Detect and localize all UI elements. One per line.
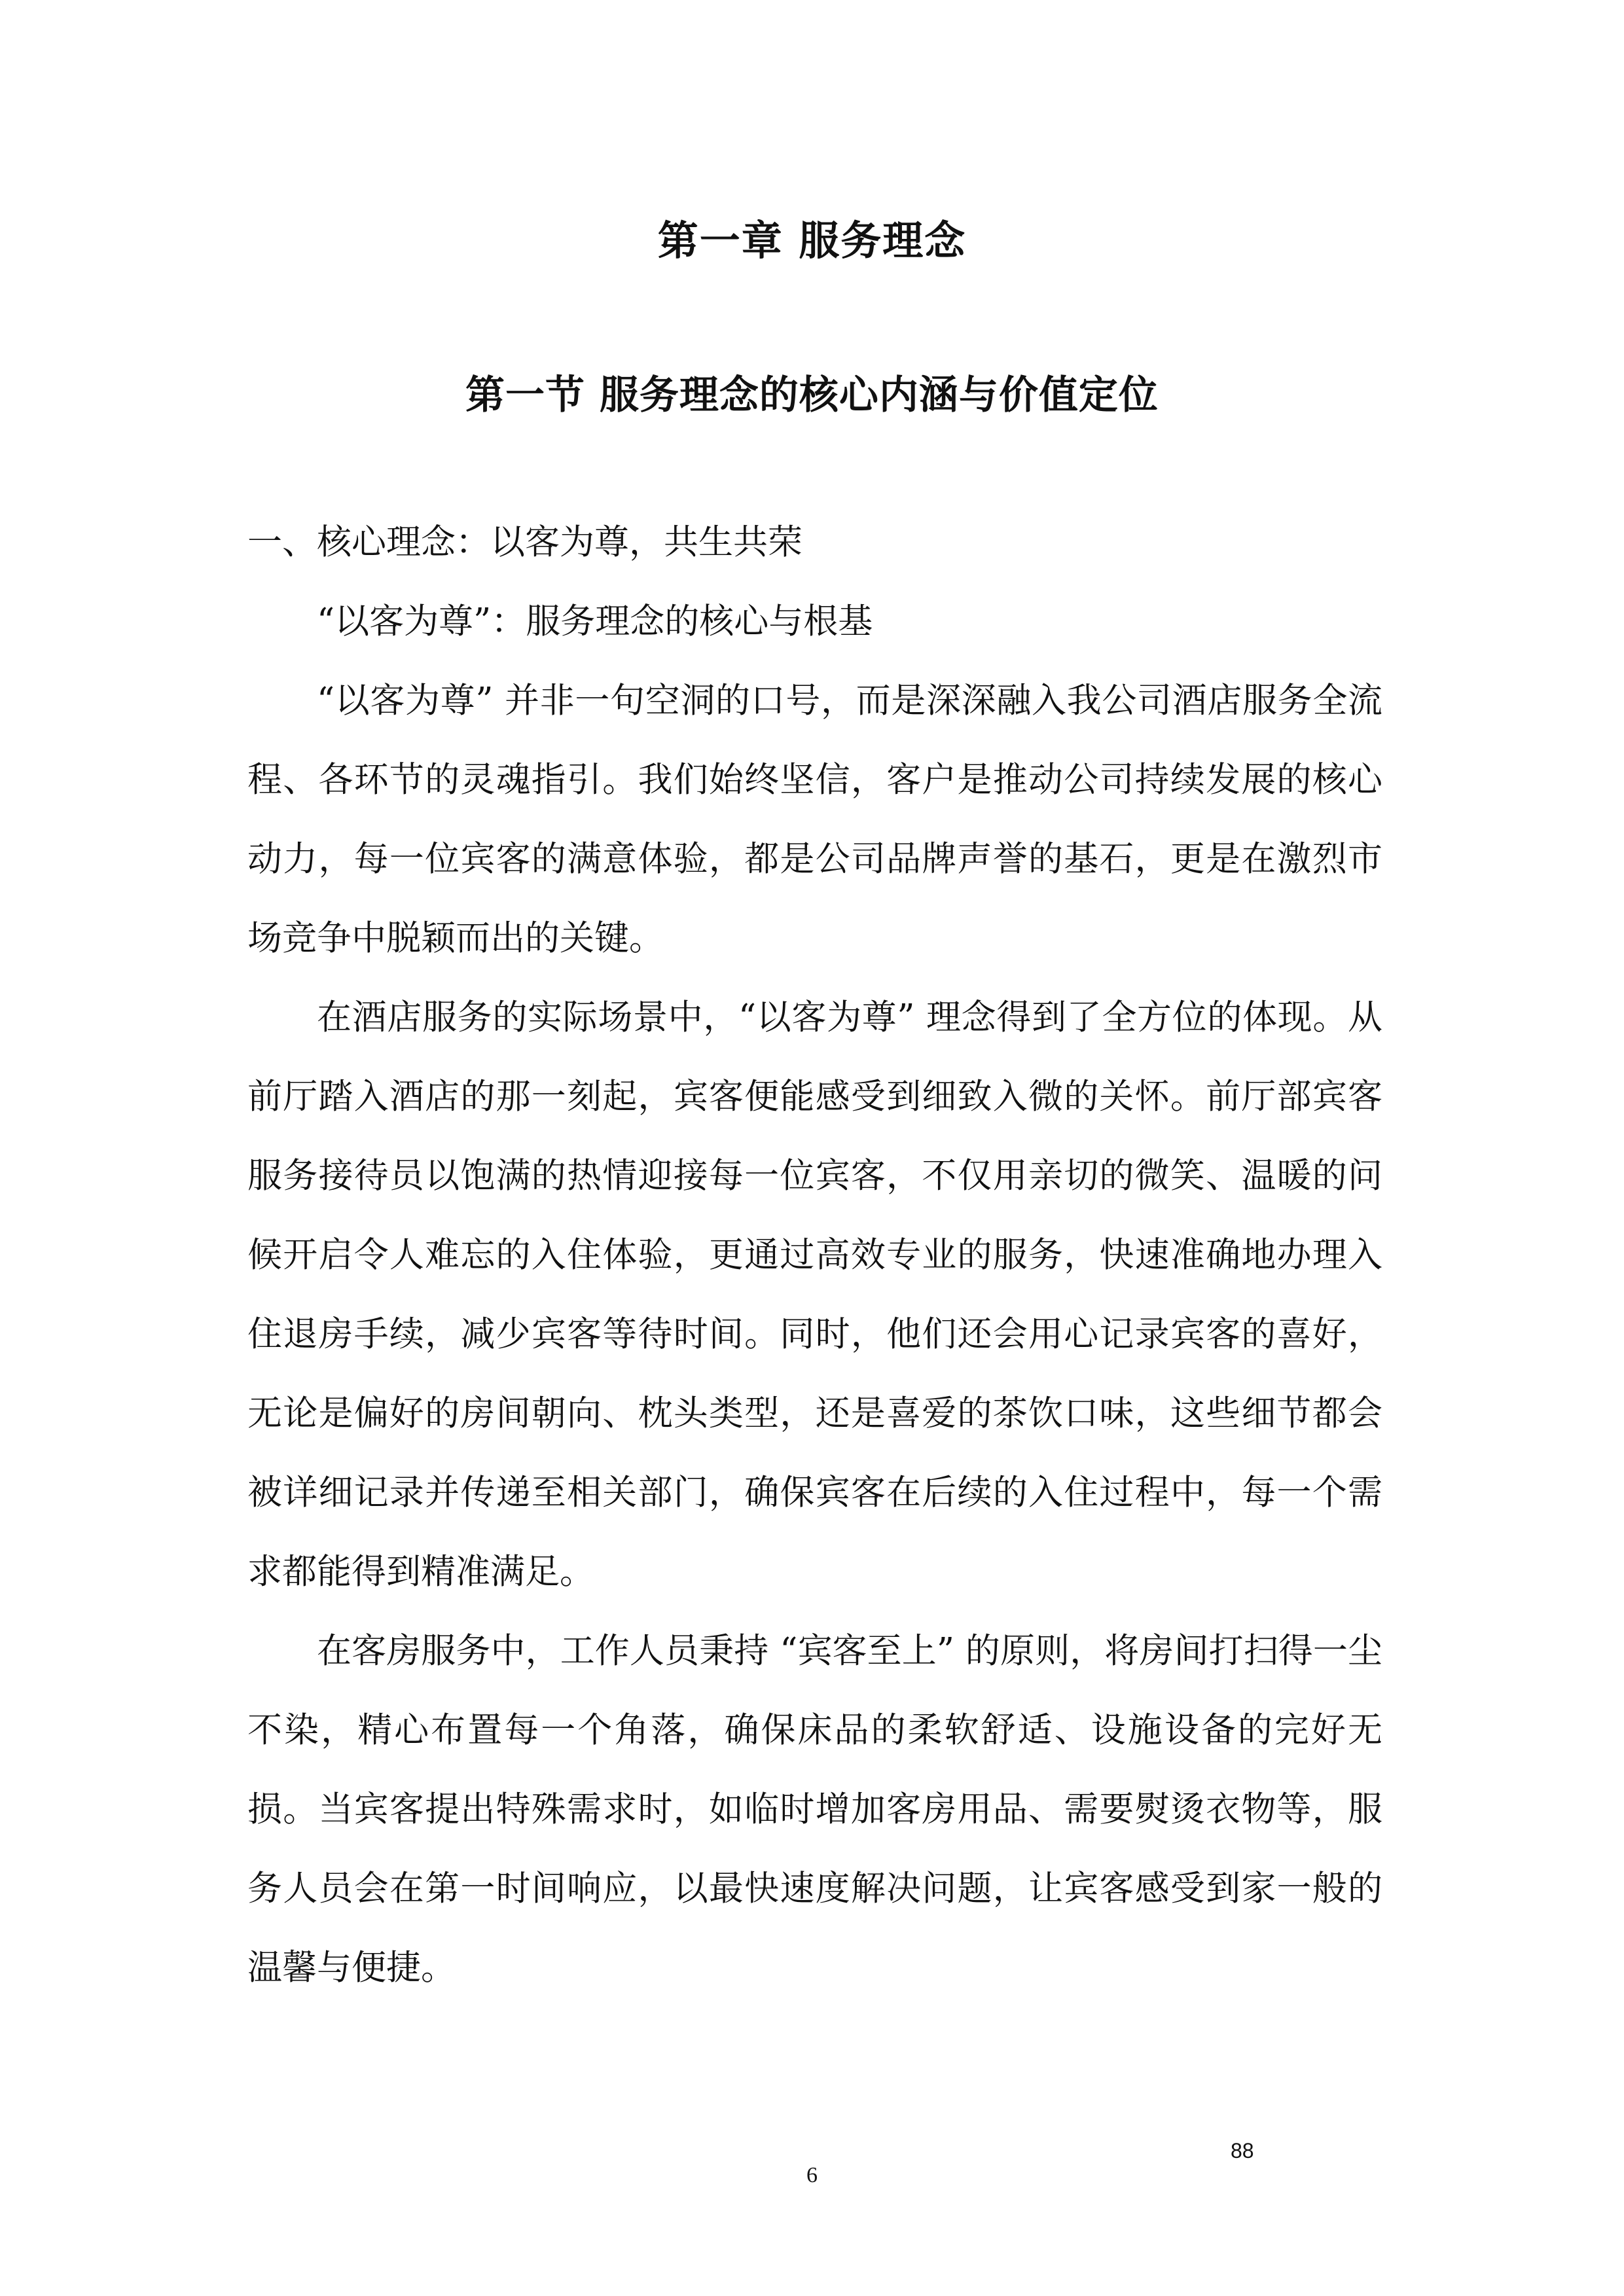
chapter-title: 第一章 服务理念 bbox=[657, 217, 967, 264]
section-title: 第一节 服务理念的核心内涵与价值定位 bbox=[465, 372, 1159, 418]
body-text bbox=[247, 503, 1382, 2007]
paragraph: 在酒店服务的实际场景中，“以客为尊” 理念得到了全方位的体现。从前厅踏入酒店的那一刻起，宾客便能感受到细致入微的关怀。前厅部宾客服务接待员以饱满的热情迎接每一位宾客，不仅用亲切的微笑、温暖的问候开启令人难忘的入住体验，更通过高效专业的服务，快速准确地办理入住退房手续，减少宾客等待时间。同时，他们还会用心记录宾客的喜好，无论是偏好的房间朝向、枕头类型，还是喜爱的茶饮口味，这些细节都会被详细记录并传递至相关部门，确保宾客在后续的入住过程中，每一个需求都能得到精准满足。 bbox=[247, 997, 1382, 1592]
page-mark: 88 bbox=[1231, 2139, 1254, 2162]
page-number: 6 bbox=[806, 2163, 818, 2187]
paragraph: 在客房服务中，工作人员秉持 “宾客至上” 的原则，将房间打扫得一尘不染，精心布置每一个角落，确保床品的柔软舒适、设施设备的完好无损。当宾客提出特殊需求时，如临时增加客房用品、需要熨烫衣物等，服务人员会在第一时间响应，以最快速度解决问题，让宾客感受到家一般的温馨与便捷。 bbox=[247, 1631, 1382, 1988]
paragraph: “以客为尊” 并非一句空洞的口号，而是深深融入我公司酒店服务全流程、各环节的灵魂指引。我们始终坚信，客户是推动公司持续发展的核心动力，每一位宾客的满意体验，都是公司品牌声誉的基石，更是在激烈市场竞争中脱颖而出的关键。 bbox=[247, 681, 1382, 958]
subheading-customer-first: “以客为尊”：服务理念的核心与根基 bbox=[317, 601, 873, 641]
heading-core-concept: 一、核心理念：以客为尊，共生共荣 bbox=[247, 522, 803, 562]
